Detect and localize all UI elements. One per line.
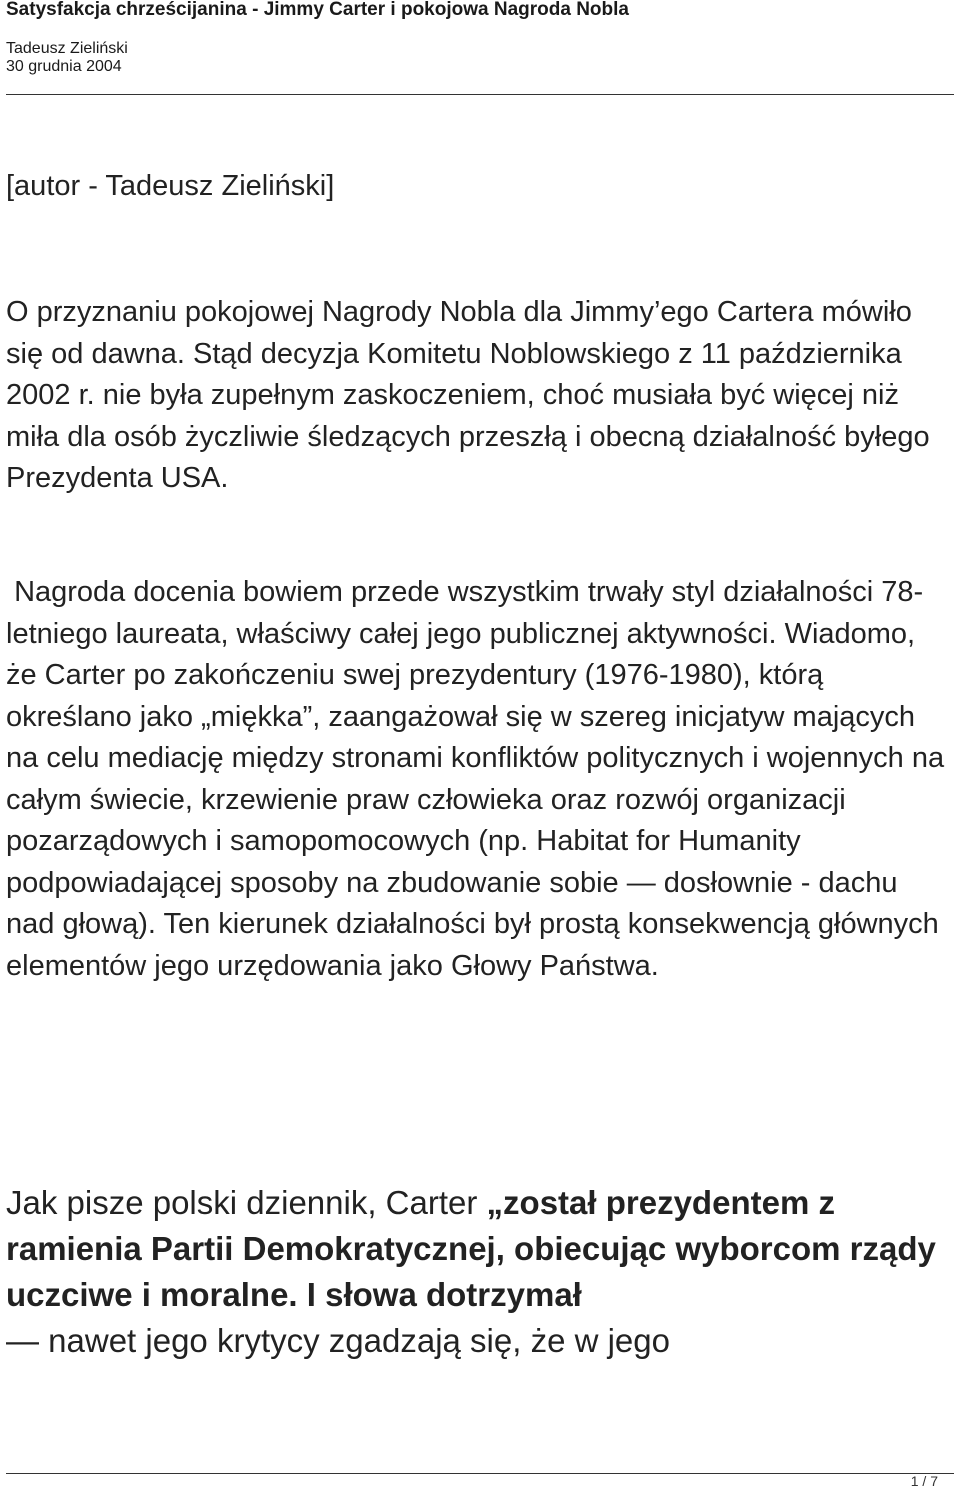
quote-lead-text: Jak pisze polski dziennik, Carter [6,1184,487,1221]
paragraph-quote [6,1180,952,1364]
author-name: Tadeusz Zieliński [6,40,128,57]
document-title: Satysfakcja chrześcijanina - Jimmy Carter i pokojowa Nagroda Nobla [6,0,629,20]
author-note: [autor - Tadeusz Zieliński] [6,170,335,202]
page-header [6,0,954,76]
publication-date: 30 grudnia 2004 [6,58,122,75]
paragraph-prize: Nagroda docenia bowiem przede wszystkim trwały styl działalności 78-letniego laureata, właściwy całej jego publicznej aktywności. Wiadomo, że Carter po zakończeniu swej prezydentury (1976-1980), którą określano jako „miękka”, zaangażował się w szereg inicjatyw mających na celu mediację między stronami konfliktów politycznych i wojennych na całym świecie, krzewienie praw człowieka oraz rozwój organizacji pozarządowych i samopomocowych (np. Habitat for Humanity podpowiadającej sposoby na zbudowanie sobie — dosłownie - dachu nad głową). Ten kierunek działalności był prostą konsekwencją głównych elementów jego urzędowania jako Głowy Państwa. [6,576,953,982]
quote-tail-text: — nawet jego krytycy zgadzają się, że w jego [6,1322,670,1359]
header-divider [6,94,954,95]
paragraph-intro: O przyznaniu pokojowej Nagrody Nobla dla Jimmy’ego Cartera mówiło się od dawna. Stąd decyzja Komitetu Noblowskiego z 11 października 2002 r. nie była zupełnym zaskoczeniem, choć musiała być więcej niż miła dla osób życzliwie śledzących przeszłą i obecną działalność byłego Prezydenta USA. [6,296,930,494]
quote-bold-text: „został prezydentem z ramienia Partii Demokratycznej, obiecując wyborcom rządy uczciwe i moralne. I słowa dotrzymał [6,1184,936,1313]
footer-divider [6,1473,954,1474]
page-number: 1 / 7 [910,1473,938,1489]
